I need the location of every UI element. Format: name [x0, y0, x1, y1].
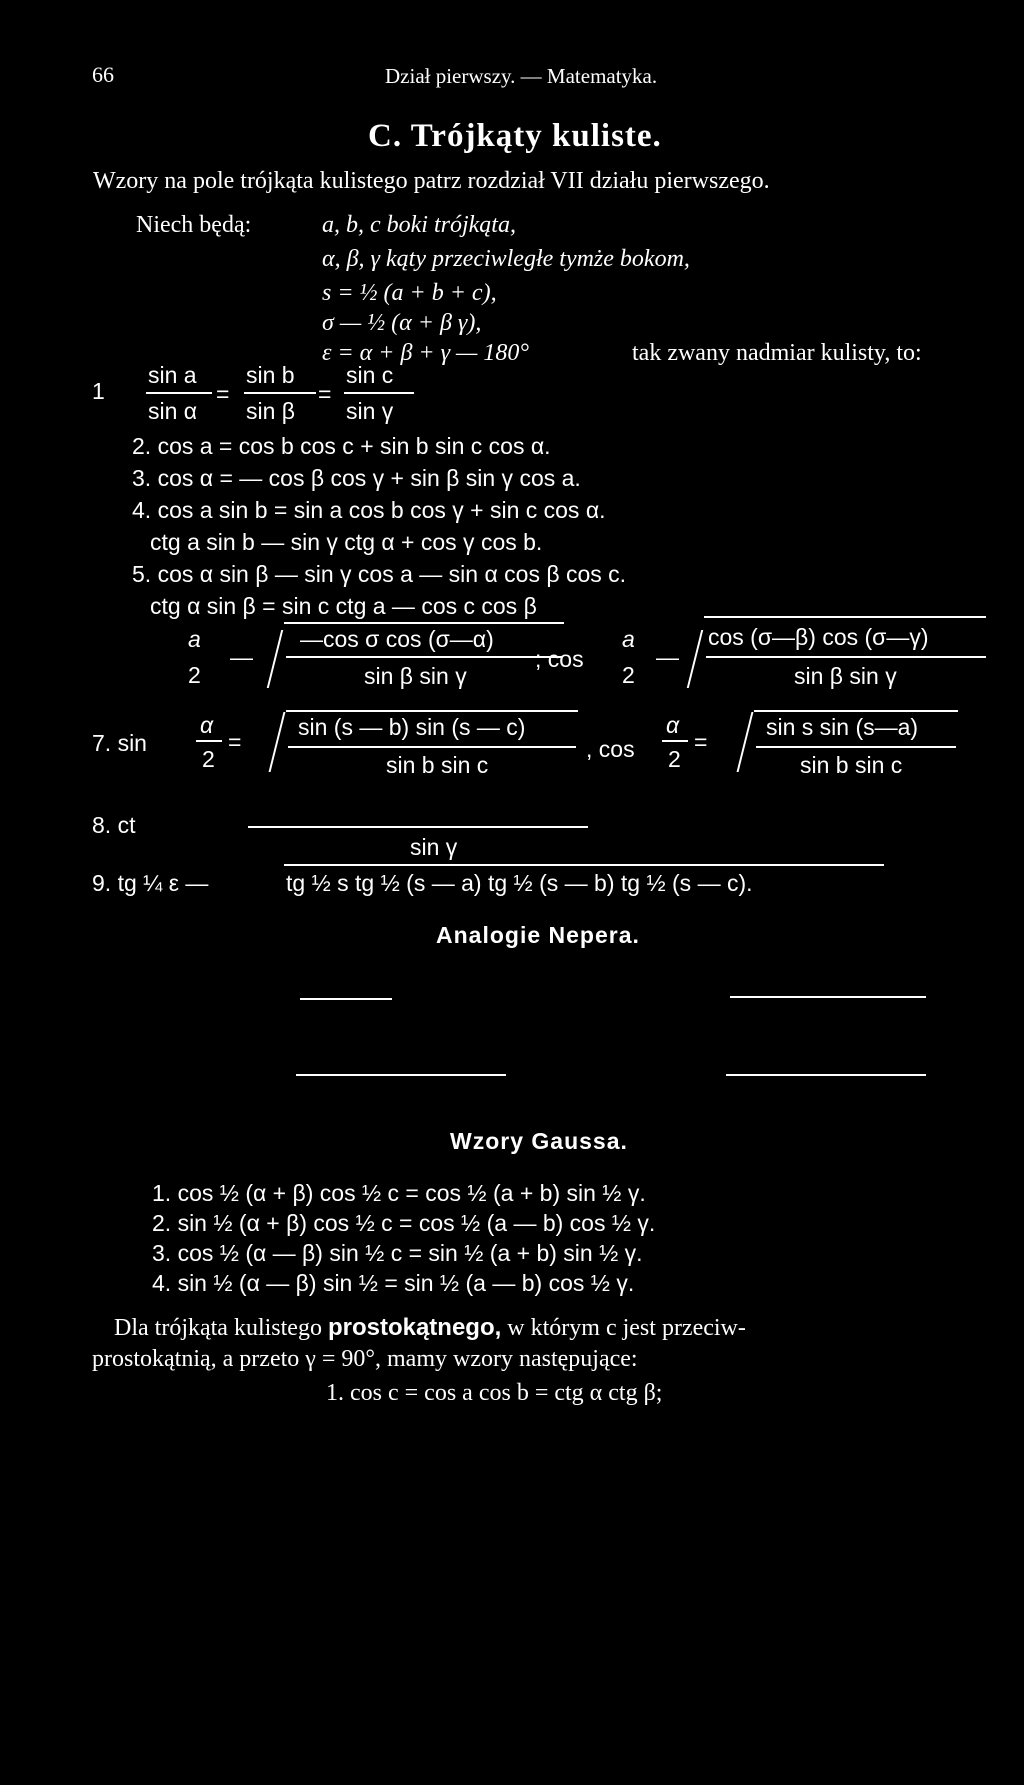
radical-bar — [754, 710, 958, 712]
equals-sign: = — [318, 381, 332, 407]
fraction-bar — [244, 392, 316, 394]
fraction-bar — [196, 740, 222, 742]
formula-9-lead: 9. tg ¼ ε — — [92, 870, 209, 896]
definitions-lead: Niech będą: — [136, 212, 252, 238]
formula-6-denominator: sin β sin γ — [364, 663, 467, 689]
formula-7-mid: , cos — [586, 736, 635, 762]
formula-7-alpha: α — [200, 712, 214, 738]
rule — [730, 996, 926, 998]
radical-bar — [284, 864, 884, 866]
section-title: C. Trójkąty kuliste. — [368, 118, 662, 154]
napier-title: Analogie Nepera. — [436, 922, 640, 948]
formula-1-den-b: sin β — [246, 398, 296, 424]
rule — [726, 1074, 926, 1076]
formula-6-rhs-top: a — [622, 626, 635, 652]
formula-6-numerator-2: cos (σ—β) cos (σ—γ) — [708, 624, 929, 650]
formula-6-rhs-bot: 2 — [622, 662, 635, 688]
fraction-bar — [248, 826, 588, 828]
formula-7-denominator: sin b sin c — [386, 752, 489, 778]
equals-sign: = — [228, 729, 242, 755]
gauss-formula-2: 2. sin ½ (α + β) cos ½ c = cos ½ (a — b) cos ½ γ. — [152, 1210, 656, 1236]
formula-8-denominator: sin γ — [410, 834, 458, 860]
definition-line: α, β, γ kąty przeciwległe tymże bokom, — [322, 246, 690, 272]
radical-sign — [267, 630, 283, 688]
paragraph-line-2: prostokątnią, a przeto γ = 90°, mamy wzory następujące: — [92, 1346, 638, 1372]
paragraph-line-1: Dla trójkąta kulistego prostokątnego, w którym c jest przeciw- — [114, 1314, 746, 1341]
fraction-bar — [146, 392, 212, 394]
rule — [296, 1074, 506, 1076]
page-number: 66 — [92, 62, 114, 87]
radical-sign — [687, 630, 703, 688]
formula-7-numerator-2: sin s sin (s—a) — [766, 714, 919, 740]
formula-3: 3. cos α = — cos β cos γ + sin β sin γ cos a. — [132, 465, 581, 491]
formula-1-den-c: sin γ — [346, 398, 394, 424]
right-triangle-formula-1: 1. cos c = cos a cos b = ctg α ctg β; — [326, 1380, 663, 1406]
running-title: Dział pierwszy. — Matematyka. — [385, 64, 658, 88]
formula-2: 2. cos a = cos b cos c + sin b sin c cos α. — [132, 433, 551, 459]
radical-bar — [704, 616, 986, 618]
formula-1-num-c: sin c — [346, 362, 394, 388]
formula-8-lead: 8. ct — [92, 812, 136, 838]
formula-1-num-b: sin b — [246, 362, 295, 388]
fraction-bar — [756, 746, 956, 748]
radical-bar — [284, 622, 564, 624]
equals-sign: = — [694, 729, 708, 755]
formula-7-lead: 7. sin — [92, 730, 147, 756]
formula-6-numerator: —cos σ cos (σ—α) — [300, 626, 494, 652]
formula-6-lhs-bot: 2 — [188, 662, 201, 688]
formula-7-two-2: 2 — [668, 746, 681, 772]
fraction-bar — [344, 392, 414, 394]
formula-4b: ctg a sin b — sin γ ctg α + cos γ cos b. — [150, 529, 543, 555]
equals-sign: = — [216, 381, 230, 407]
formula-1-num-a: sin a — [148, 362, 197, 388]
gauss-title: Wzory Gaussa. — [450, 1128, 628, 1154]
intro-text: Wzory na pole trójkąta kulistego patrz rozdział VII działu pierwszego. — [93, 168, 770, 194]
formula-1-den-a: sin α — [148, 398, 198, 424]
definition-note: tak zwany nadmiar kulisty, to: — [632, 340, 922, 366]
fraction-bar — [662, 740, 688, 742]
formula-7-alpha-2: α — [666, 712, 680, 738]
gauss-formula-4: 4. sin ½ (α — β) sin ½ = sin ½ (a — b) cos ½ γ. — [152, 1270, 635, 1296]
definition-line: ε = α + β + γ — 180° — [322, 340, 529, 366]
radical-bar — [286, 710, 578, 712]
formula-5: 5. cos α sin β — sin γ cos a — sin α cos β cos c. — [132, 561, 627, 587]
equals-sign: — — [656, 644, 679, 670]
formula-6-lhs-top: a — [188, 626, 201, 652]
formula-6-denominator-2: sin β sin γ — [794, 663, 897, 689]
formula-5b: ctg α sin β = sin c ctg a — cos c cos β — [150, 593, 537, 619]
gauss-formula-1: 1. cos ½ (α + β) cos ½ c = cos ½ (a + b) sin ½ γ. — [152, 1180, 646, 1206]
fraction-bar — [286, 656, 562, 658]
definition-line: s = ½ (a + b + c), — [322, 280, 497, 306]
formula-1-number: 1 — [92, 378, 105, 404]
formula-7-denominator-2: sin b sin c — [800, 752, 903, 778]
definition-line: σ — ½ (α + β γ), — [322, 310, 482, 336]
rule — [300, 998, 392, 1000]
equals-sign: — — [230, 644, 253, 670]
formula-9-radicand: tg ½ s tg ½ (s — a) tg ½ (s — b) tg ½ (s — c). — [286, 870, 753, 896]
radical-sign — [737, 712, 754, 772]
formula-7-numerator: sin (s — b) sin (s — c) — [298, 714, 526, 740]
fraction-bar — [706, 656, 986, 658]
formula-7-two: 2 — [202, 746, 215, 772]
gauss-formula-3: 3. cos ½ (α — β) sin ½ c = sin ½ (a + b) sin ½ γ. — [152, 1240, 643, 1266]
definition-line: a, b, c boki trójkąta, — [322, 212, 516, 238]
formula-4: 4. cos a sin b = sin a cos b cos γ + sin c cos α. — [132, 497, 606, 523]
radical-sign — [269, 712, 286, 772]
formula-6-mid: ; cos — [535, 646, 584, 672]
fraction-bar — [288, 746, 576, 748]
